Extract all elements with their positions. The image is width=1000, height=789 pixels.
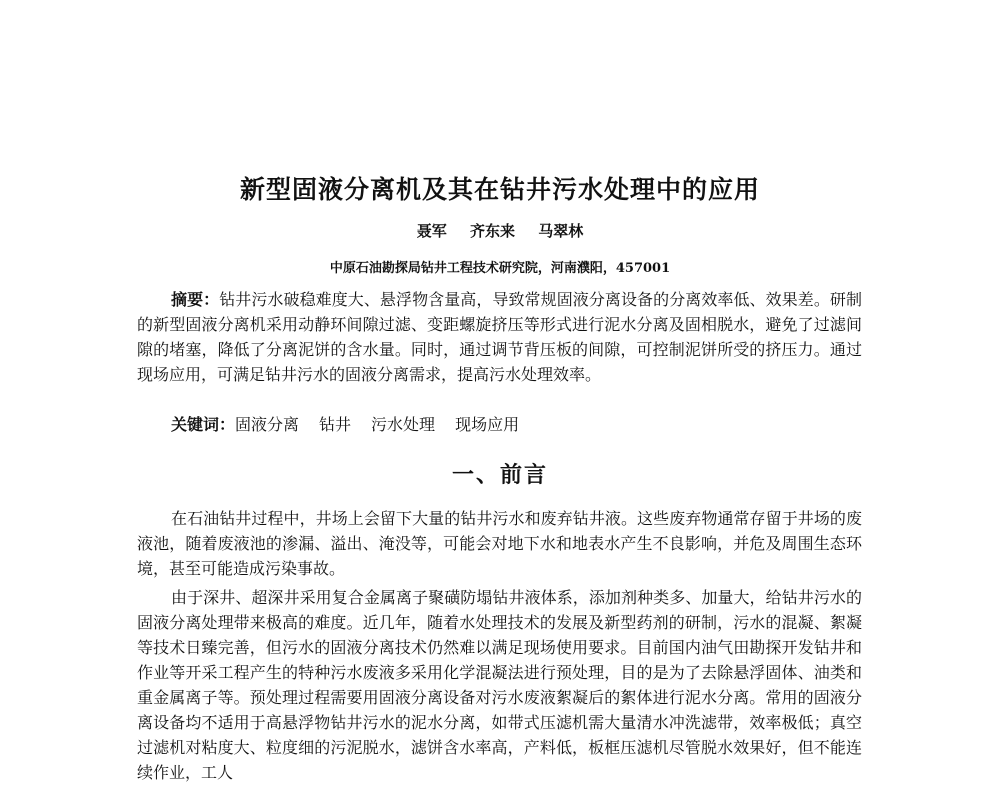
keywords bbox=[171, 412, 539, 437]
abstract-text: 钻井污水破稳难度大、悬浮物含量高，导致常规固液分离设备的分离效率低、效果差。研制的新型固液分离机采用动静环间隙过滤、变距螺旋挤压等形式进行泥水分离及固相脱水，避免了过滤间隙的堵塞，降低了分离泥饼的含水量。同时，通过调节背压板的间隙，可控制泥饼所受的挤压力。通过现场应用，可满足钻井污水的固液分离需求，提高污水处理效率。 bbox=[137, 290, 862, 384]
keyword: 固液分离 bbox=[235, 415, 300, 434]
abstract bbox=[137, 287, 862, 387]
affiliation: 中原石油勘探局钻井工程技术研究院，河南濮阳，457001 bbox=[329, 261, 671, 276]
body-paragraph: 在石油钻井过程中，井场上会留下大量的钻井污水和废弃钻井液。这些废弃物通常存留于井场的废液池，随着废液池的渗漏、溢出、淹没等，可能会对地下水和地表水产生不良影响，并危及周围生态环境，甚至可能造成污染事故。 bbox=[137, 509, 862, 578]
author-name: 齐东来 bbox=[469, 222, 515, 240]
author-list bbox=[0, 220, 1000, 241]
abstract-label: 摘要： bbox=[171, 290, 220, 309]
keyword: 污水处理 bbox=[371, 415, 436, 434]
author-name: 聂军 bbox=[416, 222, 447, 240]
section-heading: 一、前言 bbox=[451, 462, 548, 488]
keyword: 现场应用 bbox=[455, 415, 520, 434]
body-text bbox=[137, 506, 862, 789]
keywords-label: 关键词： bbox=[171, 415, 236, 434]
author-name: 马翠林 bbox=[538, 222, 584, 240]
paper-title: 新型固液分离机及其在钻井污水处理中的应用 bbox=[239, 175, 760, 204]
keyword: 钻井 bbox=[319, 415, 352, 434]
body-paragraph: 由于深井、超深井采用复合金属离子聚磺防塌钻井液体系，添加剂种类多、加量大，给钻井污水的固液分离处理带来极高的难度。近几年，随着水处理技术的发展及新型药剂的研制，污水的混凝、絮凝等技术日臻完善，但污水的固液分离技术仍然难以满足现场使用要求。目前国内油气田勘探开发钻井和作业等开采工程产生的特种污水废液多采用化学混凝法进行预处理，目的是为了去除悬浮固体、油类和重金属离子等。预处理过程需要用固液分离设备对污水废液絮凝后的絮体进行泥水分离。常用的固液分离设备均不适用于高悬浮物钻井污水的泥水分离，如带式压滤机需大量清水冲洗滤带，效率极低；真空过滤机对粘度大、粒度细的污泥脱水，滤饼含水率高，产料低，板框压滤机尽管脱水效果好，但不能连续作业，工人 bbox=[137, 588, 862, 782]
